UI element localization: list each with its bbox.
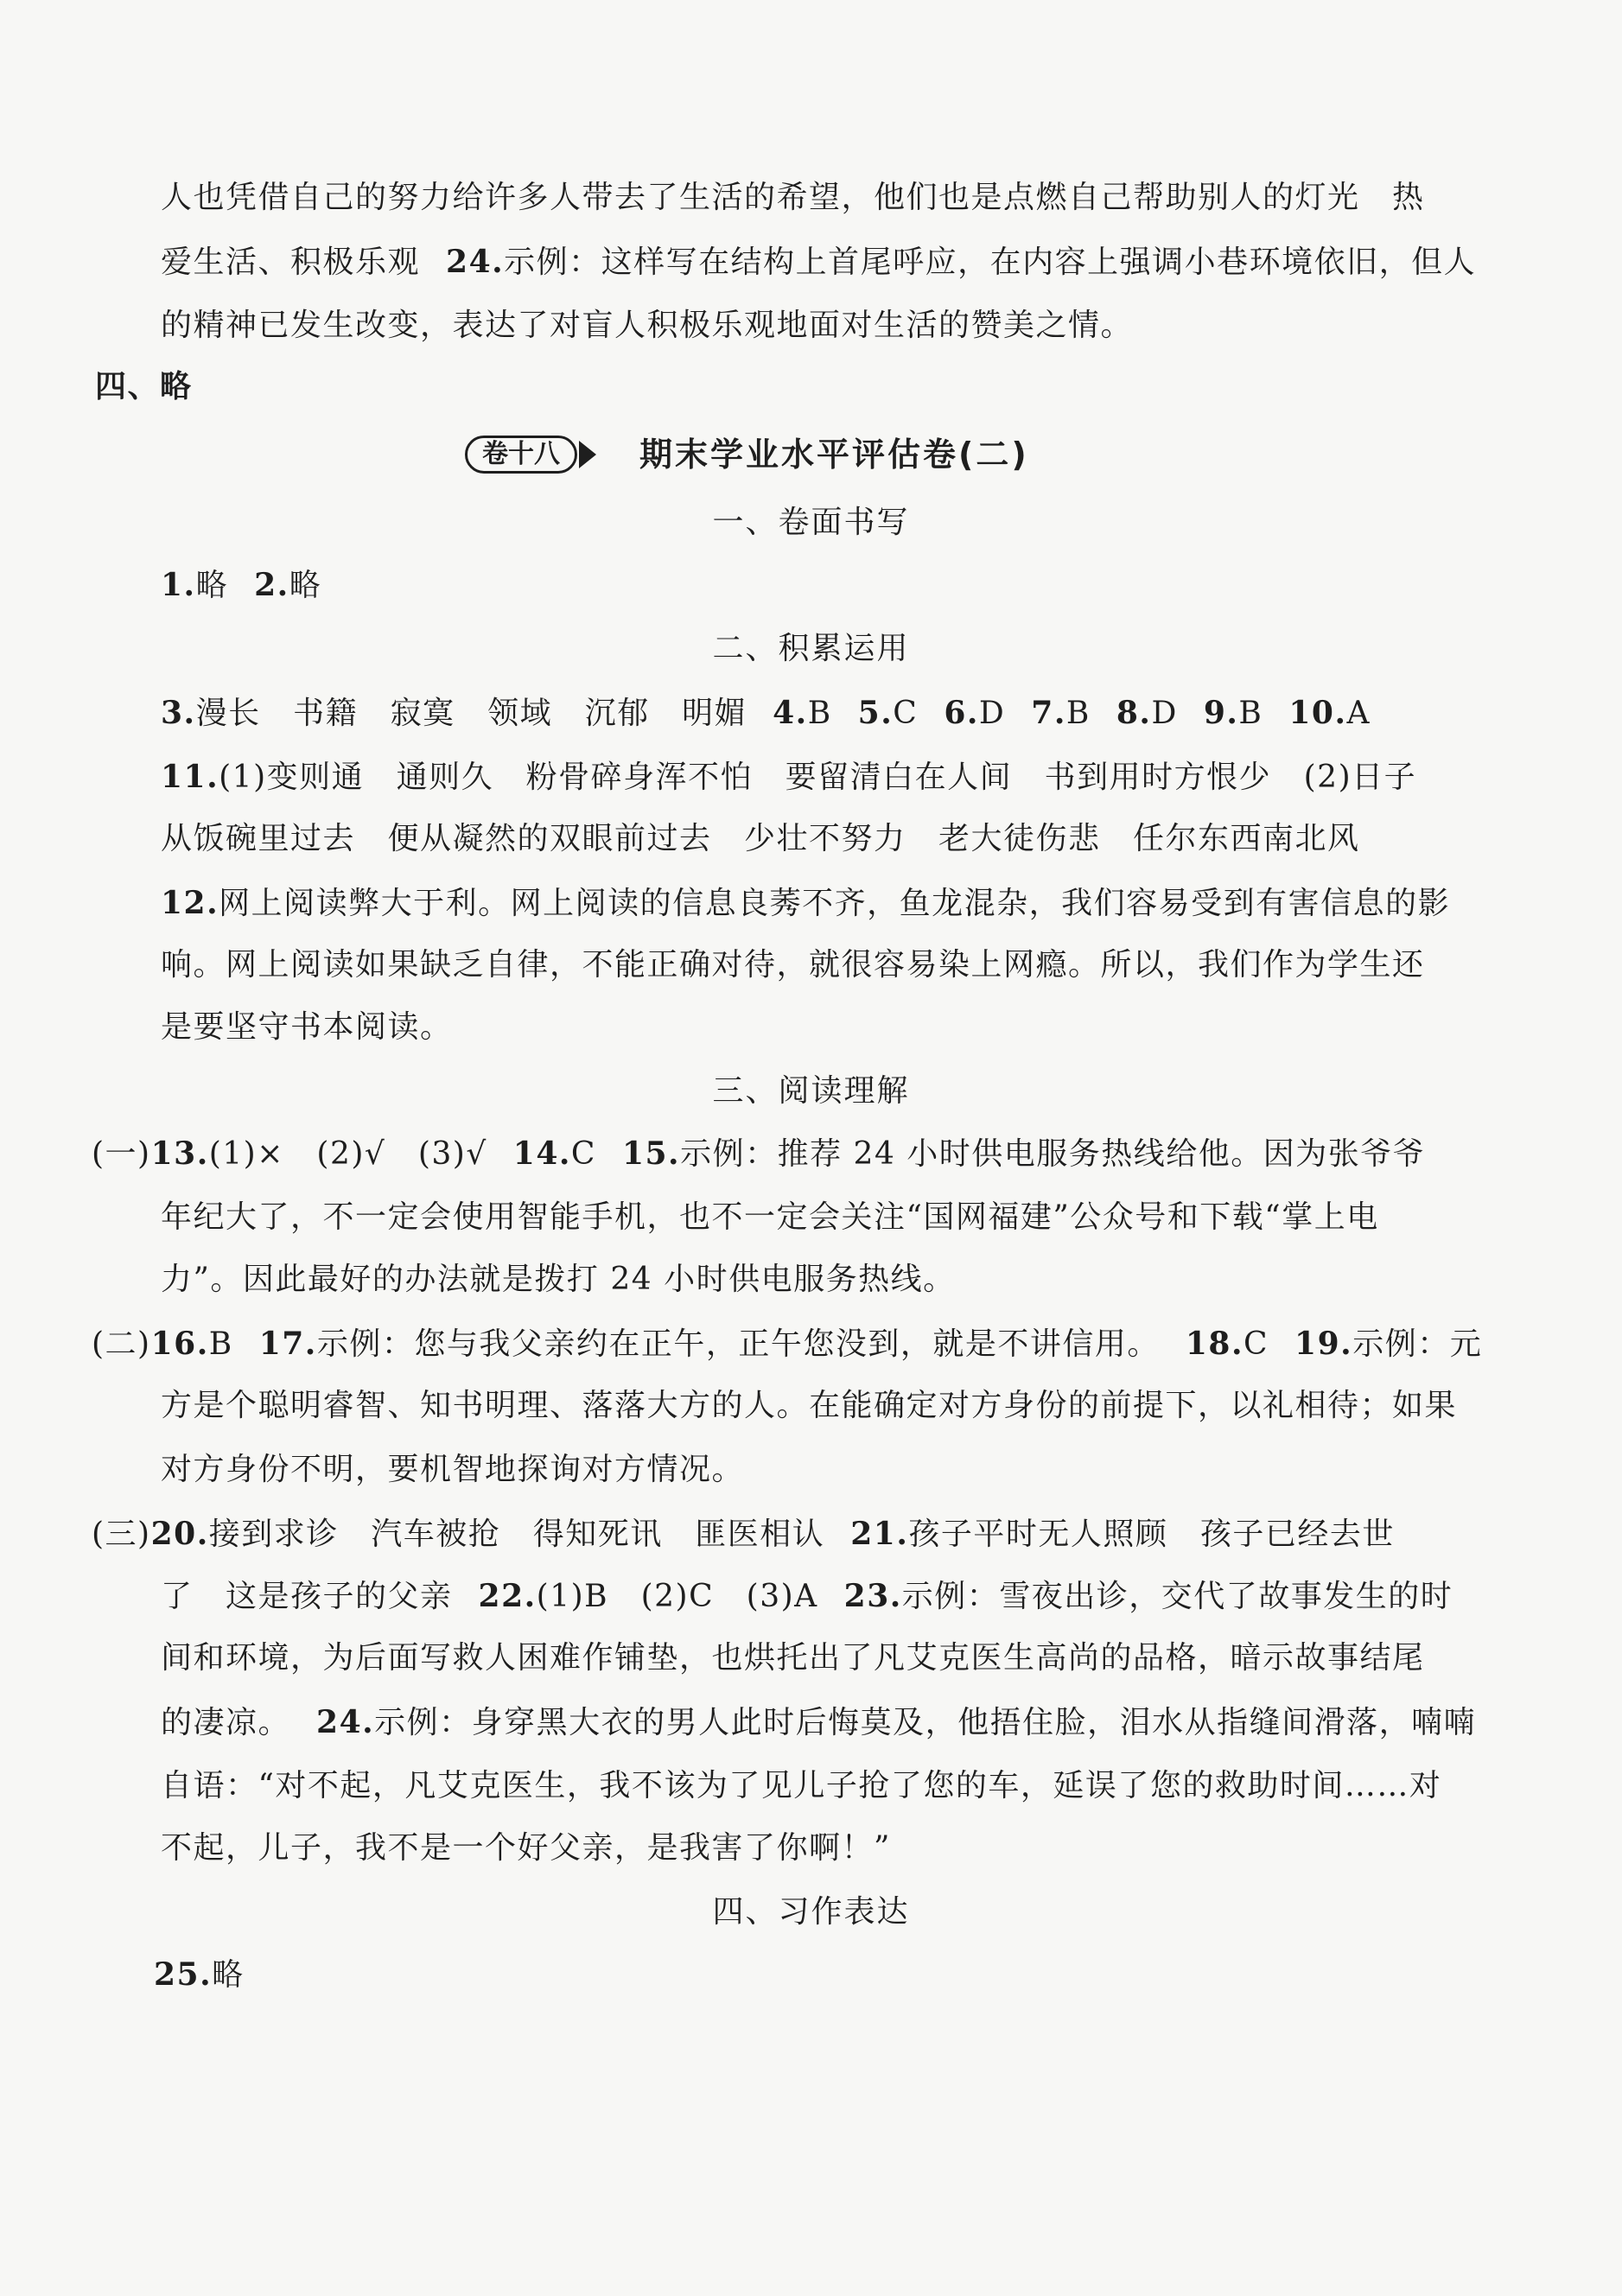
exam-title: 期末学业水平评估卷(二) xyxy=(639,436,1029,474)
section-heading: 二、积累运用 xyxy=(712,631,910,666)
section-heading: 四、习作表达 xyxy=(712,1894,910,1930)
text-line: 力”。因此最好的办法就是拨打 24 小时供电服务热线。 xyxy=(161,1262,956,1297)
arrow-icon xyxy=(579,441,596,468)
section-heading: 一、卷面书写 xyxy=(712,505,910,540)
text-line: 从饭碗里过去 便从凝然的双眼前过去 少壮不努力 老大徒伤悲 任尔东西南北风 xyxy=(161,821,1360,856)
text-line: 11.(1)变则通 通则久 粉骨碎身浑不怕 要留清白在人间 书到用时方恨少 (2)日子 xyxy=(161,759,1417,795)
text-line: 爱生活、积极乐观 24.示例：这样写在结构上首尾呼应，在内容上强调小巷环境依旧，但人 xyxy=(161,244,1477,280)
text-line: 3.漫长 书籍 寂寞 领域 沉郁 明媚 4.B 5.C 6.D 7.B 8.D 9.B 10.A xyxy=(161,695,1371,731)
text-line: 1.略 2.略 xyxy=(161,567,322,603)
text-line: 间和环境，为后面写救人困难作铺垫，也烘托出了凡艾克医生高尚的品格，暗示故事结尾 xyxy=(161,1640,1425,1676)
exam-number-badge: 卷十八 xyxy=(465,436,577,474)
text-line: 方是个聪明睿智、知书明理、落落大方的人。在能确定对方身份的前提下，以礼相待；如果 xyxy=(161,1388,1458,1423)
text-line: 25.略 xyxy=(154,1956,245,1993)
text-line: 自语：“对不起，凡艾克医生，我不该为了见儿子抢了您的车，延误了您的救助时间……对 xyxy=(161,1768,1442,1803)
text-line: 是要坚守书本阅读。 xyxy=(161,1009,453,1045)
text-line: 了 这是孩子的父亲 22.(1)B (2)C (3)A 23.示例：雪夜出诊，交代了故事发生的时 xyxy=(161,1578,1453,1614)
section-heading: 三、阅读理解 xyxy=(712,1073,910,1109)
text-line: 的凄凉。 24.示例：身穿黑大衣的男人此时后悔莫及，他捂住脸，泪水从指缝间滑落，喃喃 xyxy=(161,1704,1477,1740)
text-line: 响。网上阅读如果缺乏自律，不能正确对待，就很容易染上网瘾。所以，我们作为学生还 xyxy=(161,947,1425,983)
text-line: 不起，儿子，我不是一个好父亲，是我害了你啊！” xyxy=(161,1830,891,1866)
text-line: 年纪大了，不一定会使用智能手机，也不一定会关注“国网福建”公众号和下载“掌上电 xyxy=(161,1199,1379,1235)
text-line: (一)13.(1)× (2)√ (3)√ 14.C 15.示例：推荐 24 小时供电服务热线给他。因为张爷爷 xyxy=(92,1135,1426,1172)
text-line: 对方身份不明，要机智地探询对方情况。 xyxy=(161,1452,745,1487)
part-four-label: 四、略 xyxy=(95,368,193,404)
text-line: (二)16.B 17.示例：您与我父亲约在正午，正午您没到，就是不讲信用。 18.C 19.示例：元 xyxy=(92,1326,1483,1362)
text-line: 的精神已发生改变，表达了对盲人积极乐观地面对生活的赞美之情。 xyxy=(161,308,1134,343)
text-line: 人也凭借自己的努力给许多人带去了生活的希望，他们也是点燃自己帮助别人的灯光 热 xyxy=(161,180,1425,215)
text-line: (三)20.接到求诊 汽车被抢 得知死讯 匪医相认 21.孩子平时无人照顾 孩子已经去世 xyxy=(92,1516,1395,1552)
text-line: 12.网上阅读弊大于利。网上阅读的信息良莠不齐，鱼龙混杂，我们容易受到有害信息的影 xyxy=(161,885,1451,921)
question-number: 24. xyxy=(446,244,505,280)
